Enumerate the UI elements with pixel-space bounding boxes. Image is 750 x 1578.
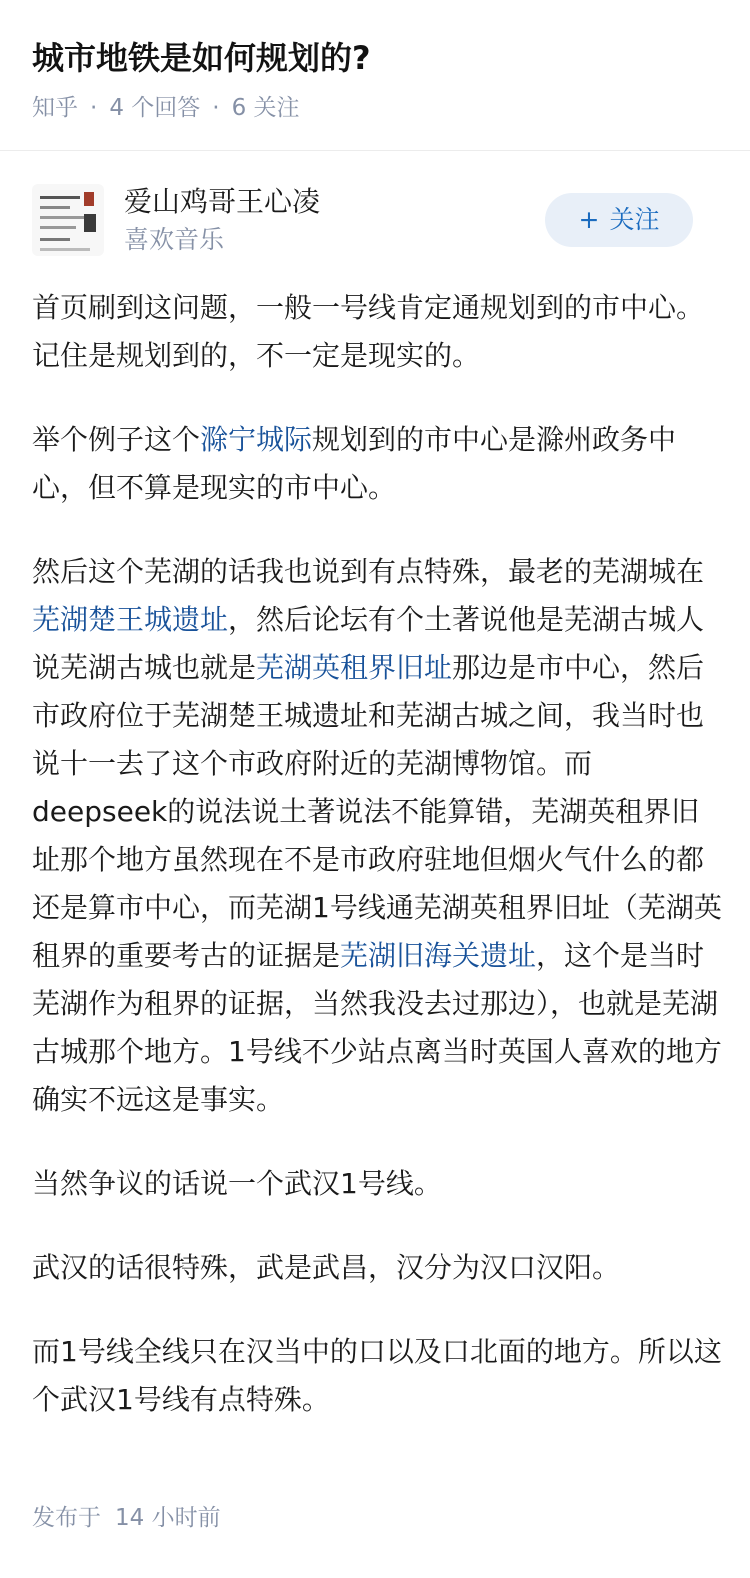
link-british-concession[interactable]: 芜湖英租界旧址 <box>256 651 453 684</box>
answer-paragraph: 武汉的话很特殊，武是武昌，汉分为汉口汉阳。 <box>32 1251 621 1284</box>
paragraph-text: ，然后论坛有个土著说他是芜湖古城人说芜湖古城也就是 <box>32 603 705 684</box>
answer-count[interactable]: 4 个回答 <box>109 95 201 121</box>
publish-info <box>32 1498 221 1538</box>
plus-icon: + <box>578 205 600 234</box>
question-meta <box>32 90 300 126</box>
site-name[interactable]: 知乎 <box>32 95 78 121</box>
follow-button[interactable] <box>545 193 693 247</box>
paragraph-text: 举个例子这个 <box>32 423 201 456</box>
link-old-customs-ruins[interactable]: 芜湖旧海关遗址 <box>340 939 537 972</box>
meta-separator: · <box>212 95 220 121</box>
author-bio: 喜欢音乐 <box>124 225 225 254</box>
question-header <box>0 0 750 150</box>
question-title[interactable]: 城市地铁是如何规划的? <box>32 39 371 77</box>
meta-separator: · <box>90 95 98 121</box>
answer-paragraph: 首页刷到这问题，一般一号线肯定通规划到的市中心。记住是规划到的，不一定是现实的。 <box>32 291 705 372</box>
author-name[interactable]: 爱山鸡哥王心凌 <box>124 185 321 218</box>
paragraph-text: 那边是市中心，然后市政府位于芜湖楚王城遗址和芜湖古城之间，我当时也说十一去了这个市政府附近的芜湖博物馆。而deepseek的说法说土著说法不能算错，芜湖英租界旧址那个地方虽然现在不是市政府驻地但烟火气什么的都还是算市中心，而芜湖1号线通芜湖英租界旧址（芜湖英租界的重要考古的证据是 <box>32 651 722 972</box>
published-time: 14 小时前 <box>115 1505 221 1531</box>
published-label: 发布于 <box>32 1505 101 1531</box>
author-row <box>0 176 750 266</box>
header-divider <box>0 150 750 151</box>
link-chuning-intercity[interactable]: 滁宁城际 <box>200 423 313 456</box>
answer-paragraph <box>32 548 722 1124</box>
answer-paragraph: 而1号线全线只在汉当中的口以及口北面的地方。所以这个武汉1号线有点特殊。 <box>32 1335 722 1416</box>
paragraph-text: 规划到的市中心是滁州政务中心，但不算是现实的市中心。 <box>32 423 677 504</box>
follow-label: 关注 <box>609 205 660 234</box>
answer-paragraph <box>32 416 722 512</box>
avatar[interactable] <box>32 184 104 256</box>
answer-paragraph: 当然争议的话说一个武汉1号线。 <box>32 1167 442 1200</box>
paragraph-text: ，这个是当时芜湖作为租界的证据，当然我没去过那边），也就是芜湖古城那个地方。1号线不少站点离当时英国人喜欢的地方确实不远这是事实。 <box>32 939 722 1116</box>
paragraph-text: 然后这个芜湖的话我也说到有点特殊，最老的芜湖城在 <box>32 555 705 588</box>
answer-content <box>32 284 722 1460</box>
link-chuwangcheng-ruins[interactable]: 芜湖楚王城遗址 <box>32 603 229 636</box>
follow-count[interactable]: 6 关注 <box>231 95 300 121</box>
